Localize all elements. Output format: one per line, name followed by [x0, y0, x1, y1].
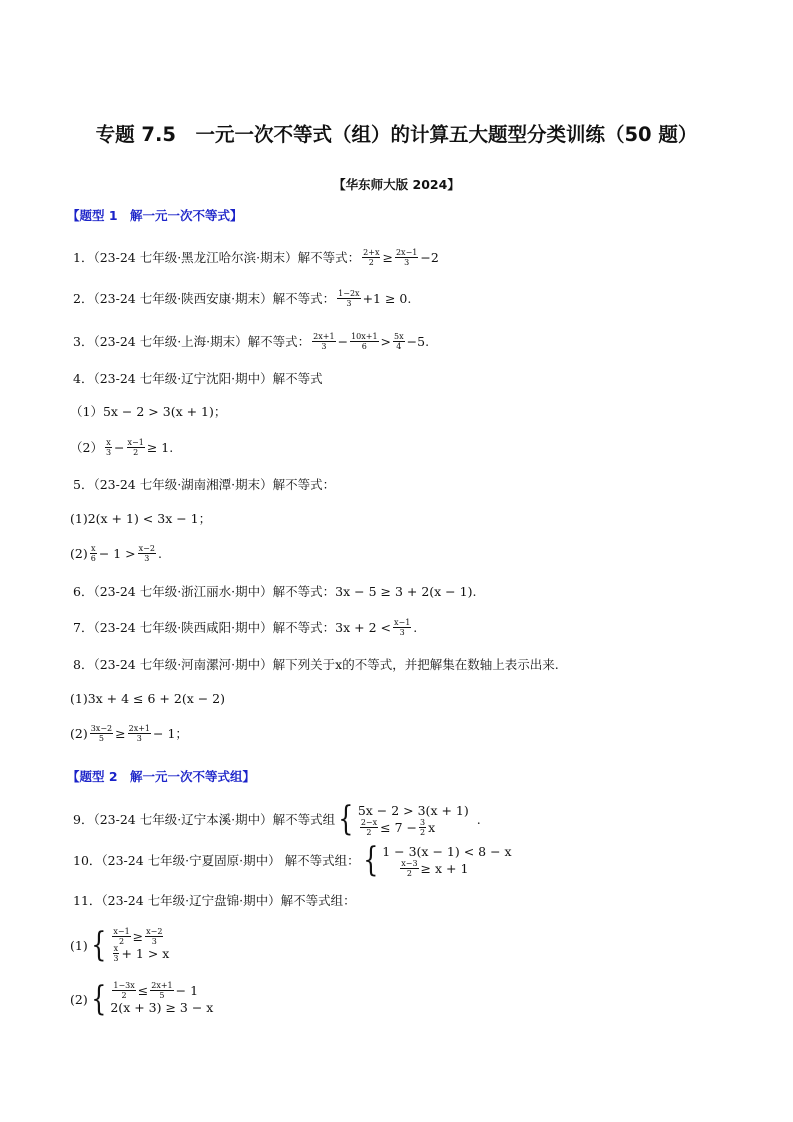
problem-5-part-1 [70, 508, 211, 528]
fraction [112, 944, 119, 963]
sub-question: （1）5x − 2 > 3(x + 1)； [70, 404, 227, 419]
inequality-system [335, 799, 469, 839]
inequality-system [88, 979, 214, 1019]
sub-question-label: (2) [70, 991, 88, 1007]
system-row [110, 928, 169, 945]
system-row: 5x − 2 > 3(x + 1) [357, 803, 469, 818]
expression-tail: + 1 > x [121, 946, 170, 961]
problem-5 [73, 474, 335, 494]
denominator: 3 [144, 553, 150, 563]
fraction [419, 818, 426, 837]
edition-subtitle: 【华东师大版 2024】 [333, 177, 460, 192]
problem-6 [73, 581, 476, 601]
denominator: 2 [419, 828, 426, 837]
denominator: 6 [361, 341, 367, 351]
fraction [393, 618, 411, 637]
numerator: 2x−1 [395, 247, 418, 257]
system-row [358, 819, 469, 836]
fraction [337, 289, 360, 308]
fraction [350, 332, 378, 351]
denominator: 2 [133, 447, 139, 457]
problem-text: 1．（23-24 七年级·黑龙江哈尔滨·期末）解不等式： [73, 250, 361, 265]
fraction [138, 544, 156, 563]
fraction [400, 859, 418, 878]
denominator: 3 [321, 341, 327, 351]
expression-tail: x [428, 820, 436, 835]
denominator: 5 [159, 991, 165, 1000]
numerator: 2+x [363, 247, 380, 257]
operator: > [380, 333, 392, 349]
numerator: x [91, 543, 96, 553]
operator: − [337, 333, 349, 349]
expression-tail: −5. [406, 333, 430, 349]
denominator: 3 [113, 954, 119, 963]
numerator: 5x [394, 331, 404, 341]
numerator: x−1 [393, 617, 411, 627]
problem-text: 6．（23-24 七年级·浙江丽水·期中）解不等式：3x − 5 ≥ 3 + 2(x − 1). [73, 584, 477, 599]
problem-4 [73, 368, 323, 388]
problem-text: 7．（23-24 七年级·陕西咸阳·期中）解不等式：3x + 2 < [73, 620, 391, 635]
denominator: 3 [346, 298, 352, 308]
fraction [362, 248, 380, 267]
system-row: 1 − 3(x − 1) < 8 − x [382, 844, 512, 859]
numerator: 2x+1 [151, 981, 173, 990]
operator: ≥ [132, 929, 144, 944]
system-row [110, 945, 169, 962]
fraction [127, 438, 145, 457]
problem-4-part-2 [70, 437, 173, 457]
numerator: x−2 [146, 927, 163, 936]
system-row [110, 982, 213, 999]
system-row: 2(x + 3) ≥ 3 − x [110, 1000, 214, 1015]
denominator: 2 [121, 991, 127, 1000]
sub-question-label: (2) [70, 545, 88, 561]
fraction [395, 248, 418, 267]
fraction [90, 544, 97, 563]
numerator: x−1 [113, 927, 130, 936]
fraction [145, 927, 163, 946]
sub-question-label: (2) [70, 725, 88, 741]
numerator: 3 [419, 818, 426, 827]
inequality-system [88, 925, 170, 965]
operator: − [114, 439, 125, 455]
fraction [393, 332, 405, 351]
fraction [90, 724, 113, 743]
denominator: 6 [90, 553, 96, 563]
expression-tail: − 1 [175, 983, 199, 998]
numerator: 1−3x [113, 981, 135, 990]
numerator: 10x+1 [351, 331, 378, 341]
denominator: 5 [98, 733, 104, 743]
numerator: x−1 [127, 437, 144, 447]
section-heading-type-1: 【题型 1 解一元一次不等式】 [67, 208, 243, 223]
problem-text: 10．（23-24 七年级·宁夏固原·期中） 解不等式组： [73, 853, 360, 868]
denominator: 3 [151, 937, 157, 946]
section-heading-type-2: 【题型 2 解一元一次不等式组】 [67, 769, 256, 784]
denominator: 2 [368, 257, 374, 267]
system-row [382, 860, 511, 877]
numerator: 1−2x [338, 288, 360, 298]
problem-1 [73, 247, 439, 267]
fraction [360, 818, 378, 837]
problem-7 [73, 617, 417, 637]
numerator: x [113, 944, 119, 953]
denominator: 3 [136, 733, 142, 743]
fraction [150, 981, 173, 1000]
operator: ≤ [137, 983, 149, 998]
problem-text: 2．（23-24 七年级·陕西安康·期末）解不等式： [73, 291, 336, 306]
problem-8 [73, 654, 559, 674]
denominator: 2 [366, 828, 372, 837]
problem-2 [73, 288, 411, 308]
operator: ≥ [115, 725, 126, 741]
expression-tail: ≥ x + 1 [420, 861, 469, 876]
denominator: 3 [404, 257, 410, 267]
sub-question-label: （2） [70, 440, 103, 455]
problem-4-part-1 [70, 401, 226, 421]
fraction [105, 438, 112, 457]
page-title: 专题 7.5 一元一次不等式（组）的计算五大题型分类训练（50 题） [95, 123, 698, 146]
brace-icon: { [90, 925, 107, 965]
numerator: 3x−2 [90, 723, 113, 733]
denominator: 2 [118, 937, 125, 946]
expression-tail: − 1； [153, 726, 188, 741]
sub-question: (1)2(x + 1) < 3x − 1； [70, 511, 212, 526]
numerator: 2x+1 [128, 723, 151, 733]
problem-11 [73, 890, 356, 910]
brace-icon: { [338, 799, 354, 839]
problem-text: 9．（23-24 七年级·辽宁本溪·期中）解不等式组 [73, 812, 336, 827]
problem-text: 11．（23-24 七年级·辽宁盘锦·期中）解不等式组： [73, 893, 356, 908]
problem-text: 8．（23-24 七年级·河南漯河·期中）解下列关于x的不等式，并把解集在数轴上表示出来. [73, 657, 559, 672]
expression-tail: . [157, 545, 162, 561]
denominator: 3 [399, 627, 405, 637]
denominator: 3 [105, 447, 112, 457]
operator: − 1 > [98, 545, 136, 561]
numerator: x [106, 437, 111, 447]
problem-text: 5．（23-24 七年级·湖南湘潭·期末）解不等式： [73, 477, 336, 492]
expression-tail: ≥ 1. [146, 439, 174, 455]
problem-11-part-2 [70, 979, 213, 1019]
expression-tail: . [413, 619, 418, 635]
inequality-system [360, 840, 512, 880]
brace-icon: { [362, 840, 378, 880]
expression-tail: +1 ≥ 0. [362, 290, 412, 306]
sub-question-label: (1) [70, 937, 88, 953]
fraction [112, 981, 135, 1000]
problem-text: 4．（23-24 七年级·辽宁沈阳·期中）解不等式 [73, 371, 323, 386]
expression-tail: . [476, 811, 481, 827]
problem-text: 3．（23-24 七年级·上海·期末）解不等式： [73, 334, 311, 349]
denominator: 2 [406, 869, 412, 878]
fraction [128, 724, 151, 743]
problem-11-part-1 [70, 925, 169, 965]
operator: ≤ 7 − [380, 820, 417, 835]
denominator: 4 [396, 341, 402, 351]
problem-10 [73, 842, 512, 878]
problem-8-part-2 [70, 723, 188, 743]
problem-3 [73, 331, 429, 351]
expression-tail: −2 [420, 249, 439, 265]
problem-9 [73, 801, 481, 837]
fraction [312, 332, 335, 351]
brace-icon: { [90, 979, 107, 1019]
numerator: x−3 [401, 859, 418, 868]
problem-8-part-1 [70, 688, 225, 708]
problem-5-part-2 [70, 543, 162, 563]
sub-question: (1)3x + 4 ≤ 6 + 2(x − 2) [70, 690, 226, 706]
operator: ≥ [382, 249, 393, 265]
numerator: 2−x [360, 818, 378, 827]
numerator: x−2 [138, 543, 155, 553]
numerator: 2x+1 [313, 331, 335, 341]
